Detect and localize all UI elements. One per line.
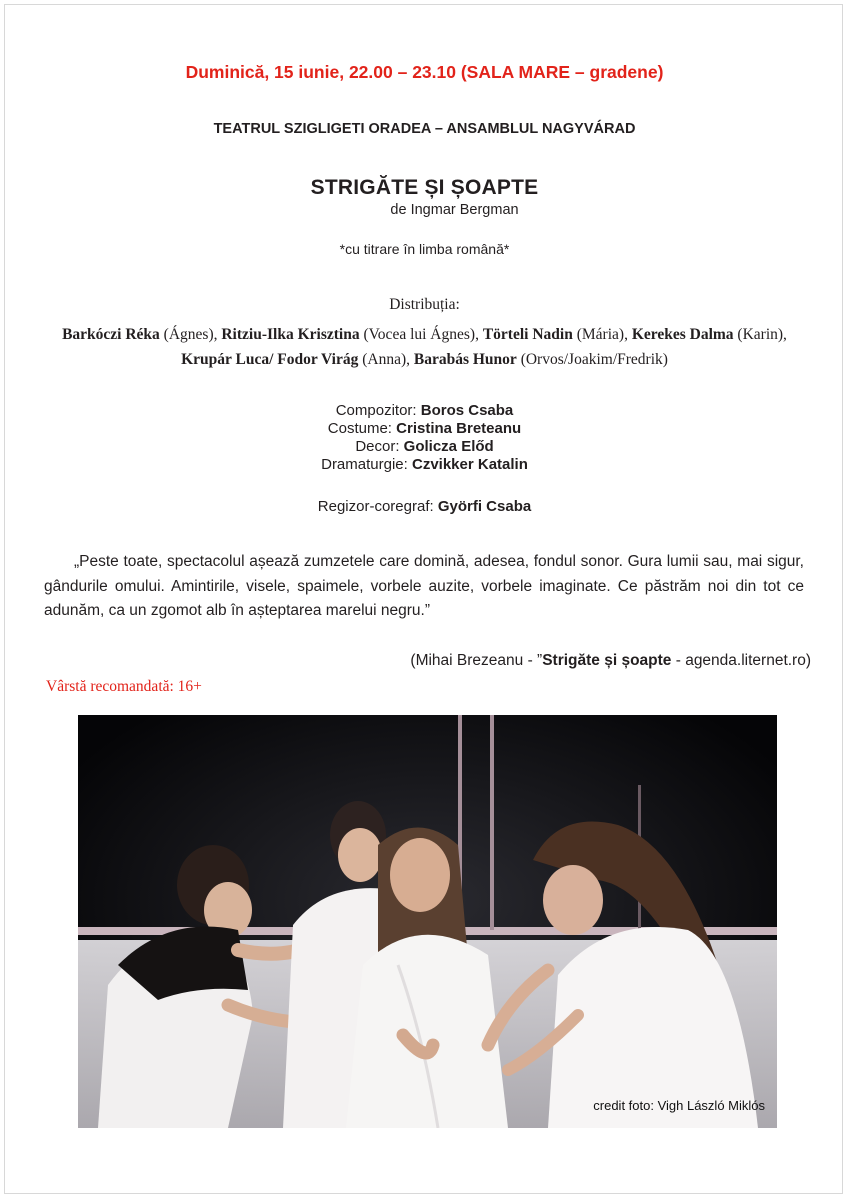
cast-list: Barkóczi Réka (Ágnes), Ritziu-Ilka Krisztina (Vocea lui Ágnes), Törteli Nadin (Mária), Kerekes Dalma (Karin), Krupár Luca/ Fodor Virág (Anna), Barabás Hunor (Orvos/Joakim/Fredrik): [62, 326, 787, 368]
credit-dramaturgy: Dramaturgie: Czvikker Katalin: [321, 456, 528, 473]
credit-director: Regizor-coregraf: Györfi Csaba: [317, 498, 532, 515]
creative-credits: [0, 402, 849, 474]
credit-composer: Compozitor: Boros Csaba: [335, 402, 514, 419]
photo-credit: credit foto: Vigh László Miklós: [593, 1098, 765, 1113]
subtitles-note: *cu titrare în limba română*: [339, 241, 510, 257]
credit-set: Decor: Golicza Előd: [355, 438, 494, 455]
review-source: (Mihai Brezeanu - ”Strigăte și șoapte - agenda.liternet.ro): [410, 652, 811, 669]
theatre-company: TEATRUL SZIGLIGETI ORADEA – ANSAMBLUL NAGYVÁRAD: [213, 121, 636, 137]
play-author: de Ingmar Bergman: [390, 202, 519, 218]
event-date-time: Duminică, 15 iunie, 22.00 – 23.10 (SALA MARE – gradene): [185, 62, 664, 82]
performance-photo-illustration: [78, 715, 777, 1128]
cast-member: Kerekes Dalma (Karin): [631, 326, 784, 343]
cast-member: Törteli Nadin (Mária): [482, 326, 625, 343]
age-rating: Vârstă recomandată: 16+: [46, 678, 202, 695]
review-quote: „Peste toate, spectacolul așează zumzetele care domină, adesea, fondul sonor. Gura lumii sau, mai sigur, gândurile omului. Amintirile, visele, spaimele, vorbele auzite, vorbele imaginate. Ce păstrăm noi din tot ce adunăm, ca un zgomot alb în așteptarea marelui negru.”: [44, 553, 804, 619]
cast-member: Krupár Luca/ Fodor Virág (Anna): [181, 351, 407, 368]
credit-costumes: Costume: Cristina Breteanu: [327, 420, 522, 437]
play-title: STRIGĂTE ȘI ȘOAPTE: [310, 176, 539, 199]
cast-member: Barabás Hunor (Orvos/Joakim/Fredrik): [413, 351, 668, 368]
cast-member: Ritziu-Ilka Krisztina (Vocea lui Ágnes): [221, 326, 476, 343]
cast-heading: Distribuția:: [389, 296, 460, 313]
performance-photo: [78, 715, 777, 1128]
cast-member: Barkóczi Réka (Ágnes): [62, 326, 214, 343]
